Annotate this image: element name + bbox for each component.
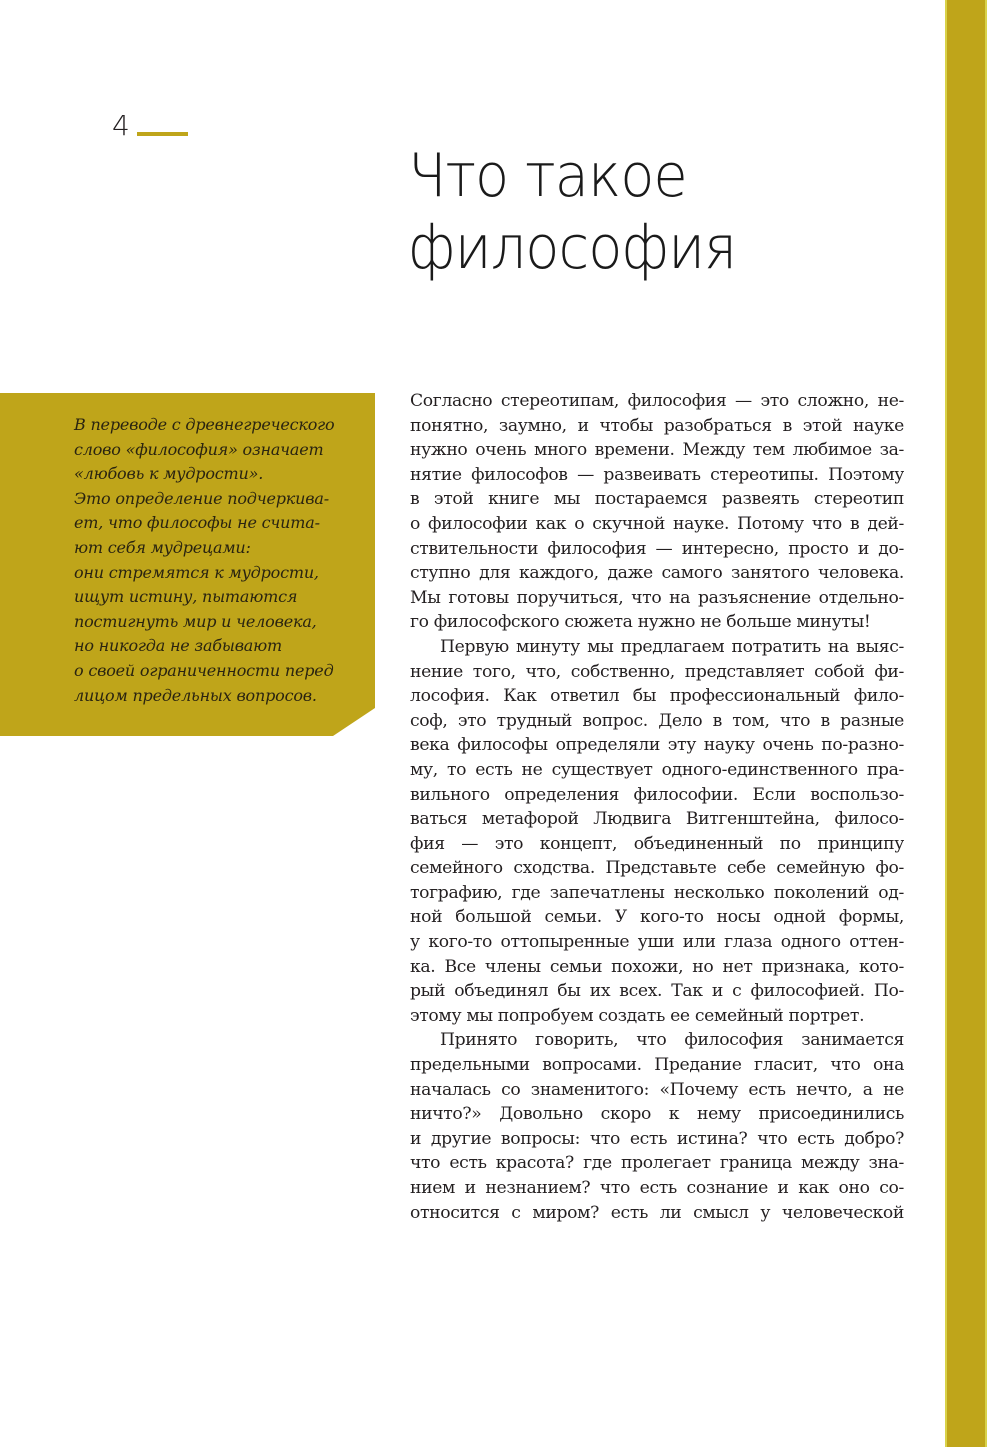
page-number: 4 (112, 109, 130, 142)
paragraph-2 (410, 635, 904, 1029)
text-line: го философского сюжета нужно не больше минуты! (410, 612, 871, 633)
body-text (410, 389, 904, 1225)
sidebar-line: слово «философия» означает (74, 439, 324, 459)
sidebar-line: ищут истину, пытаются (74, 587, 298, 607)
text-line: семейного сходства. Представьте себе семейную фо- (410, 858, 904, 879)
text-line: ка. Все члены семьи похожи, но нет признака, кото- (410, 956, 904, 977)
chapter-title-line-2: философия (408, 213, 737, 283)
text-line: нение того, что, собственно, представляет собой фи- (410, 661, 904, 682)
text-line: ствительности философия — интересно, просто и до- (410, 538, 904, 559)
sidebar-line: постигнуть мир и человека, (74, 611, 317, 631)
text-line: и другие вопросы: что есть истина? что есть добро? (410, 1128, 904, 1149)
text-line: что есть красота? где пролегает граница между зна- (410, 1153, 904, 1174)
text-line: понятно, заумно, и чтобы разобраться в этой науке (410, 415, 904, 436)
paragraph-3 (410, 1028, 904, 1225)
sidebar-callout-text (74, 413, 344, 708)
sidebar-line: ет, что философы не счита- (74, 513, 320, 533)
sidebar-line: «любовь к мудрости». (74, 464, 264, 484)
text-line: началась со знаменитого: «Почему есть нечто, а не (410, 1079, 904, 1100)
text-line: вильного определения философии. Если воспользо- (410, 784, 904, 805)
chapter-title-line-1: Что такое (408, 141, 687, 211)
text-line: ничто?» Довольно скоро к нему присоединились (410, 1104, 904, 1125)
page-edge-color-band (945, 0, 987, 1447)
text-line: относится с миром? есть ли смысл у человеческой (410, 1202, 904, 1223)
chapter-title (408, 140, 892, 284)
sidebar-line: они стремятся к мудрости, (74, 562, 319, 582)
text-line: му, то есть не существует одного-единственного пра- (410, 759, 904, 780)
text-line: Принято говорить, что философия занимается (440, 1030, 904, 1051)
text-line: Мы готовы поручиться, что на разъяснение отдельно- (410, 587, 904, 608)
text-line: века философы определяли эту науку очень по-разно- (410, 735, 904, 756)
text-line: фия — это концепт, объединенный по принципу (410, 833, 904, 854)
text-line: рый объединял бы их всех. Так и с философией. По- (410, 981, 904, 1002)
sidebar-line: о своей ограниченности перед (74, 660, 334, 680)
paragraph-1 (410, 389, 904, 635)
text-line: нием и незнанием? что есть сознание и как оно со- (410, 1178, 904, 1198)
text-line: этому мы попробуем создать ее семейный портрет. (410, 1005, 865, 1026)
text-line: ваться метафорой Людвига Витгенштейна, филосо- (410, 809, 904, 830)
text-line: в этой книге мы постараемся развеять стереотип (410, 489, 904, 510)
text-line: ной большой семьи. У кого-то носы одной формы, (410, 907, 904, 928)
text-line: Первую минуту мы предлагаем потратить на выяс- (440, 636, 904, 657)
sidebar-line: В переводе с древнегреческого (74, 415, 335, 434)
text-line: нужно очень много времени. Между тем любимое за- (410, 440, 904, 461)
text-line: предельными вопросами. Предание гласит, что она (410, 1055, 904, 1076)
sidebar-line: ют себя мудрецами: (74, 537, 251, 557)
text-line: лософия. Как ответил бы профессиональный фило- (410, 686, 904, 707)
page-number-accent-rule (137, 132, 188, 136)
text-line: Согласно стереотипам, философия — это сложно, не- (410, 391, 904, 411)
text-line: тографию, где запечатлены несколько поколений од- (410, 882, 904, 903)
text-line: у кого-то оттопыренные уши или глаза одного оттен- (410, 932, 904, 953)
sidebar-line: лицом предельных вопросов. (74, 685, 317, 705)
text-line: ступно для каждого, даже самого занятого человека. (410, 563, 904, 584)
sidebar-line: но никогда не забывают (74, 636, 283, 656)
sidebar-line: Это определение подчеркива- (74, 488, 329, 508)
text-line: соф, это трудный вопрос. Дело в том, что в разные (410, 710, 904, 731)
text-line: нятие философов — развеивать стереотипы. Поэтому (410, 464, 904, 485)
text-line: о философии как о скучной науке. Потому что в дей- (410, 513, 904, 534)
